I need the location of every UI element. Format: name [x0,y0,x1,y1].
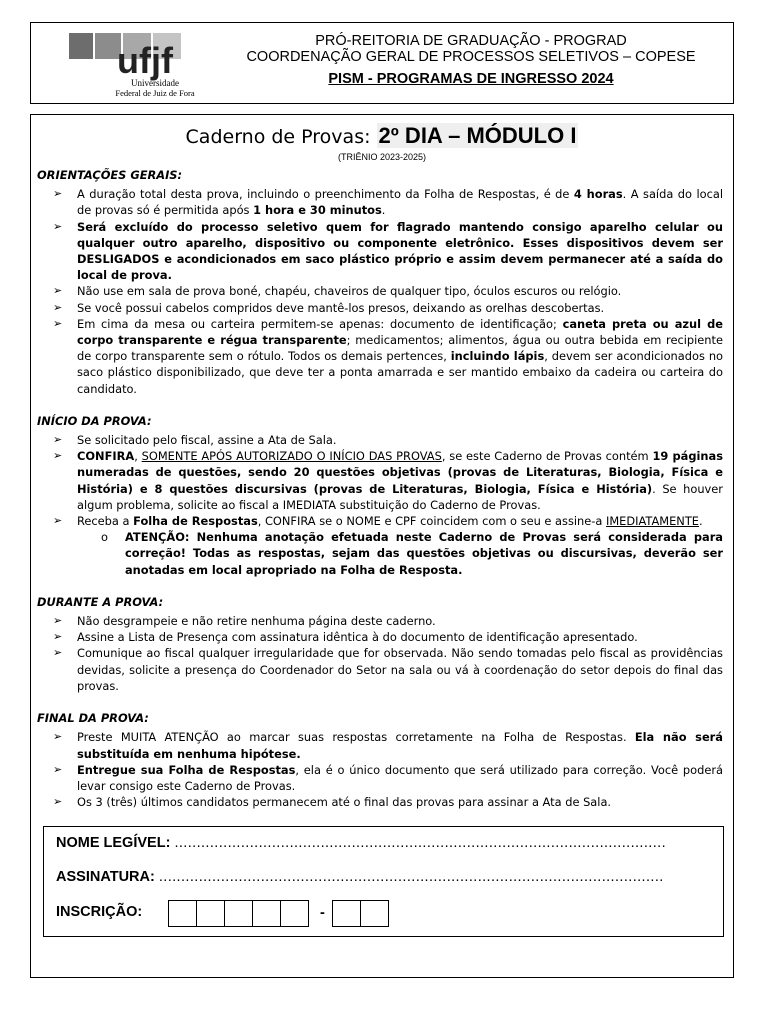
inscricao-digit-cell[interactable] [280,900,309,927]
title-subtitle: (TRIÊNIO 2023-2025) [337,152,427,162]
text-bold: caneta preta ou azul de corpo transparente e régua transparente [77,316,723,348]
list-item [37,186,723,218]
bullet-arrow-icon: ➢ [53,433,63,447]
text: Não use em sala de prova boné, chapéu, chaveiros de qualquer tipo, óculos escuros ou relógio. [77,284,622,299]
inscricao-digit-cell[interactable] [252,900,281,927]
list-inicio [37,432,723,529]
text: Se você possui cabelos compridos deve mantê-los presos, deixando as orelhas descobertas. [77,300,605,315]
inscricao-digit-cell[interactable] [196,900,225,927]
list-item [37,432,723,448]
text: Não desgrampeie e não retire nenhuma página deste caderno. [77,614,436,629]
nome-row [56,835,666,851]
header-line-1: PRÓ-REITORIA DE GRADUAÇÃO - PROGRAD [315,33,627,49]
section-title-final: FINAL DA PROVA: [37,711,149,726]
list-item [37,513,723,529]
list-item [37,613,723,629]
inscricao-digit-cell[interactable] [332,900,361,927]
text-bold: 1 hora e 30 minutos [253,203,382,218]
assinatura-label: ASSINATURA: [56,869,155,885]
inscricao-digit-cell[interactable] [360,900,389,927]
main-box [30,114,734,978]
header-line-3: PISM - PROGRAMAS DE INGRESSO 2024 [328,71,614,87]
text-bold: 19 páginas numeradas de questões, sendo 20 questões objetivas (provas de Literaturas, Biologia, Física e História) e 8 questões discursivas (provas de Literaturas, Biologia, Física e História) [77,449,723,496]
text: , [134,449,142,464]
title-prefix: Caderno de Provas: [185,126,377,148]
bullet-arrow-icon: ➢ [53,646,63,660]
bullet-arrow-icon: ➢ [53,316,63,330]
list-item [37,448,723,513]
nome-label: NOME LEGÍVEL: [56,835,171,851]
text-bold: Folha de Respostas [133,514,258,529]
list-item [37,283,723,299]
bullet-arrow-icon: ➢ [53,630,63,644]
bullet-arrow-icon: ➢ [53,762,63,776]
page-title [31,123,733,152]
text: Em cima da mesa ou carteira permitem-se apenas: documento de identificação; [77,316,563,331]
section-title-inicio: INÍCIO DA PROVA: [37,413,152,428]
text-bold: ATENÇÃO: Nenhuma anotação efetuada neste Caderno de Provas será considerada para correção! Todas as respostas, sejam das questões objetivas ou discursivas, deverão ser anotadas em local apropriado na Folha de Resposta. [125,530,723,577]
text: ; medicamentos; alimentos, água ou outra bebida em recipiente de corpo transparente sem o rótulo. Todos os demais pertences, [77,333,723,364]
inscricao-cells-group-2 [332,900,388,927]
text-underline: SOMENTE APÓS AUTORIZADO O INÍCIO DAS PROVAS [141,449,442,464]
text-bold: Será excluído do processo seletivo quem for flagrado mantendo consigo aparelho celular ou qualquer outro aparelho, dispositivo ou componente eletrônico. Esses dispositivos devem ser DESLIGADOS e acondicionados em saco plástico próprio e assim devem permanecer até a saída do local de prova. [77,219,723,283]
text-bold: CONFIRA [77,449,135,464]
assinatura-field[interactable]: .................................................................................................................. [158,869,664,885]
inscricao-cells-group-1 [168,900,308,927]
list-item [37,629,723,645]
section-title-durante: DURANTE A PROVA: [37,594,164,609]
bullet-arrow-icon: ➢ [53,730,63,744]
bullet-arrow-icon: ➢ [53,795,63,809]
text: Assine a Lista de Presença com assinatura idêntica à do documento de identificação apresentado. [77,630,638,645]
sub-bullet-icon: o [101,530,108,545]
list-item [37,794,723,810]
text: . A saída do local de provas só é permitida após [77,187,723,218]
text: Se solicitado pelo fiscal, assine a Ata de Sala. [77,433,337,448]
text: . [699,514,703,529]
bullet-arrow-icon: ➢ [53,284,63,298]
text: , se este Caderno de Provas contém [441,449,653,464]
text-bold: Ela não será substituída em nenhuma hipótese. [77,730,723,761]
list-final [37,729,723,810]
inscricao-digit-cell[interactable] [224,900,253,927]
inscricao-label: INSCRIÇÃO: [56,904,143,920]
title-main: 2º DIA – MÓDULO I [378,123,577,148]
bullet-arrow-icon: ➢ [53,449,63,463]
identification-form [43,826,724,937]
text: , devem ser acondicionados no saco plástico disponibilizado, que deve ter a ponta amarrada e ser mantido embaixo da cadeira ou carteira do candidato. [77,349,724,396]
text-bold: 4 horas [573,187,623,202]
bullet-arrow-icon: ➢ [53,614,63,628]
assinatura-row [56,869,664,885]
header-line-2: COORDENAÇÃO GERAL DE PROCESSOS SELETIVOS – COPESE [246,49,696,65]
list-item [37,729,723,761]
logo-text: ufjf [117,40,173,81]
list-item [37,300,723,316]
logo-caption-1: Universidade [131,78,179,88]
header-text [231,33,711,87]
text: A duração total desta prova, incluindo o preenchimento da Folha de Respostas, é de [77,187,574,202]
text: , CONFIRA se o NOME e CPF coincidem com o seu e assine-a [257,514,606,529]
list-item [37,762,723,794]
ufjf-logo [65,29,245,99]
bullet-arrow-icon: ➢ [53,300,63,314]
text: Comunique ao fiscal qualquer irregularidade que for observada. Não sendo tomadas pelo fiscal as providências devidas, solicite a presença do Coordenador do Setor na sala ou vá à coordenação do setor depois do final das provas. [77,646,723,693]
text-bold: incluindo lápis [450,349,545,364]
nome-field[interactable]: ............................................................................................................... [174,835,667,851]
list-item [37,219,723,284]
text: Preste MUITA ATENÇÃO ao marcar suas respostas corretamente na Folha de Respostas. [77,730,635,745]
instructions [37,167,723,810]
bullet-arrow-icon: ➢ [53,514,63,528]
text-underline: IMEDIATAMENTE [606,514,699,529]
text: , ela é o único documento que será utilizado para correção. Você poderá levar consigo este Caderno de Provas. [77,762,723,793]
inscricao-digit-cell[interactable] [168,900,197,927]
list-gerais [37,186,723,397]
list-durante [37,613,723,694]
section-title-gerais: ORIENTAÇÕES GERAIS: [37,168,183,182]
sub-item-atencao [37,529,723,578]
list-item [37,316,723,397]
text: . [381,203,386,218]
bullet-arrow-icon: ➢ [53,219,63,233]
text: Os 3 (três) últimos candidatos permanecem até o final das provas para assinar a Ata de Sala. [77,795,612,810]
header-box [30,22,734,104]
bullet-arrow-icon: ➢ [53,187,63,201]
list-item [37,645,723,694]
text: Receba a [77,514,134,529]
logo-caption-2: Federal de Juiz de Fora [115,88,195,98]
inscricao-dash: - [320,905,325,921]
text: . Se houver algum problema, solicite ao fiscal a IMEDIATA substituição do Caderno de Provas. [77,481,723,512]
text-bold: Entregue sua Folha de Respostas [77,762,296,777]
